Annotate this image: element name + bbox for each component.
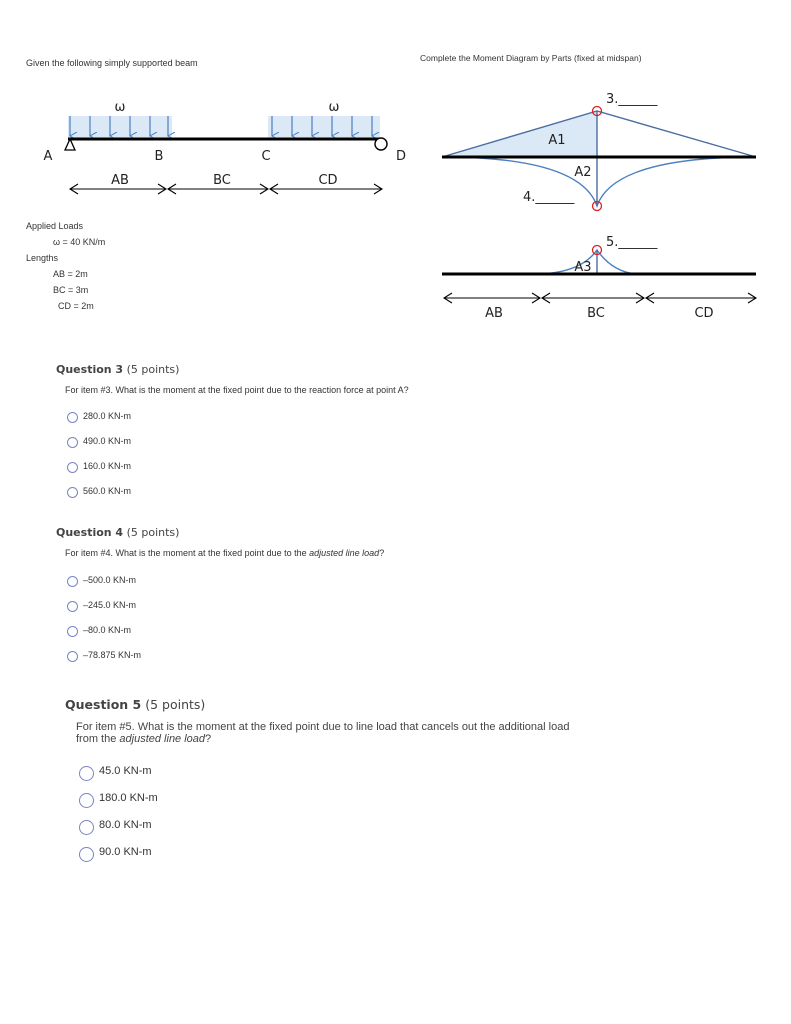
question-3-option-2[interactable] [67,433,131,448]
question-points: (5 points) [145,697,206,712]
question-number: Question 4 [56,526,124,539]
question-text-part: ? [379,548,385,558]
question-points: (5 points) [126,526,180,539]
segment-label-bc: BC [213,173,231,188]
question-5-option-2[interactable] [79,787,158,808]
option-label: 90.0 KN-m [99,845,152,858]
point-label-d: D [395,149,407,164]
question-number: Question 3 [56,363,124,376]
question-text-emphasis: adjusted line load [119,733,206,745]
option-label: 490.0 KN-m [83,435,132,446]
question-4-option-2[interactable] [67,597,136,612]
radio-button[interactable] [67,487,78,498]
length-bc: BC = 3m [53,285,89,295]
question-number: Question 5 [65,697,142,712]
area-label-a3: A3 [574,260,592,275]
question-5-option-1[interactable] [79,760,152,781]
question-4-option-4[interactable] [67,647,141,662]
area-label-a2: A2 [574,165,592,180]
pin-support-icon [65,139,75,150]
point-label-b: B [154,149,164,164]
radio-button[interactable] [67,651,78,662]
question-3-option-3[interactable] [67,458,131,473]
question-text-part: ? [205,733,212,745]
option-label: 180.0 KN-m [99,791,158,804]
question-3-option-4[interactable] [67,483,131,498]
radio-button[interactable] [79,820,94,835]
radio-button[interactable] [67,412,78,423]
roller-support-icon [375,138,387,150]
question-3-option-1[interactable] [67,408,131,423]
option-label: 560.0 KN-m [83,485,132,496]
moment-diagram-caption: Complete the Moment Diagram by Parts (fixed at midspan) [420,53,642,63]
length-cd: CD = 2m [58,301,94,311]
point-label-c: C [261,149,271,164]
question-5-text [76,721,576,745]
load-region-ab [68,116,172,138]
moment-dimension-arrows [444,293,756,303]
moment-segment-label-cd: CD [694,306,714,321]
segment-label-cd: CD [318,173,338,188]
moment-segment-label-bc: BC [587,306,605,321]
load-symbol-right: ω [328,100,340,115]
lengths-heading: Lengths [26,253,59,263]
applied-loads-heading: Applied Loads [26,221,84,231]
radio-button[interactable] [67,576,78,587]
area-label-a1: A1 [548,133,566,148]
moment-diagram [430,85,770,325]
question-4-title [56,526,179,539]
question-points: (5 points) [126,363,180,376]
question-3-text: For item #3. What is the moment at the fixed point due to the reaction force at point A? [65,385,409,395]
load-value: ω = 40 KN/m [53,237,106,247]
segment-label-ab: AB [111,173,129,188]
radio-button[interactable] [67,601,78,612]
question-4-option-3[interactable] [67,622,131,637]
radio-button[interactable] [79,847,94,862]
question-4-text [65,548,384,558]
radio-button[interactable] [79,766,94,781]
option-label: –78.875 KN-m [83,649,142,660]
question-text-part: For item #5. What is the moment at the fixed point due to line load that cancels out the additional load from the [76,721,570,745]
question-5-option-4[interactable] [79,841,152,862]
point-label-a: A [43,149,53,164]
radio-button[interactable] [79,793,94,808]
option-label: 45.0 KN-m [99,764,152,777]
question-5-option-3[interactable] [79,814,152,835]
moment-segment-label-ab: AB [485,306,503,321]
beam-diagram [0,85,420,205]
radio-button[interactable] [67,462,78,473]
question-text-part: For item #4. What is the moment at the fixed point due to the [65,548,310,558]
question-5-title [65,697,205,712]
question-4-option-1[interactable] [67,572,136,587]
question-3-title [56,363,179,376]
item-5-blank: 5.______ [606,235,658,250]
load-symbol-left: ω [114,100,126,115]
load-region-cd [268,116,380,138]
option-label: 280.0 KN-m [83,410,132,421]
option-label: –245.0 KN-m [83,599,137,610]
option-label: 160.0 KN-m [83,460,132,471]
option-label: –80.0 KN-m [83,624,132,635]
item-3-blank: 3.______ [606,92,658,107]
lower-parabola [442,157,756,206]
length-ab: AB = 2m [53,269,88,279]
item-4-blank: 4.______ [523,190,575,205]
radio-button[interactable] [67,626,78,637]
option-label: –500.0 KN-m [83,574,137,585]
option-label: 80.0 KN-m [99,818,152,831]
radio-button[interactable] [67,437,78,448]
question-text-emphasis: adjusted line load [309,548,380,558]
beam-caption: Given the following simply supported beam [26,58,198,68]
